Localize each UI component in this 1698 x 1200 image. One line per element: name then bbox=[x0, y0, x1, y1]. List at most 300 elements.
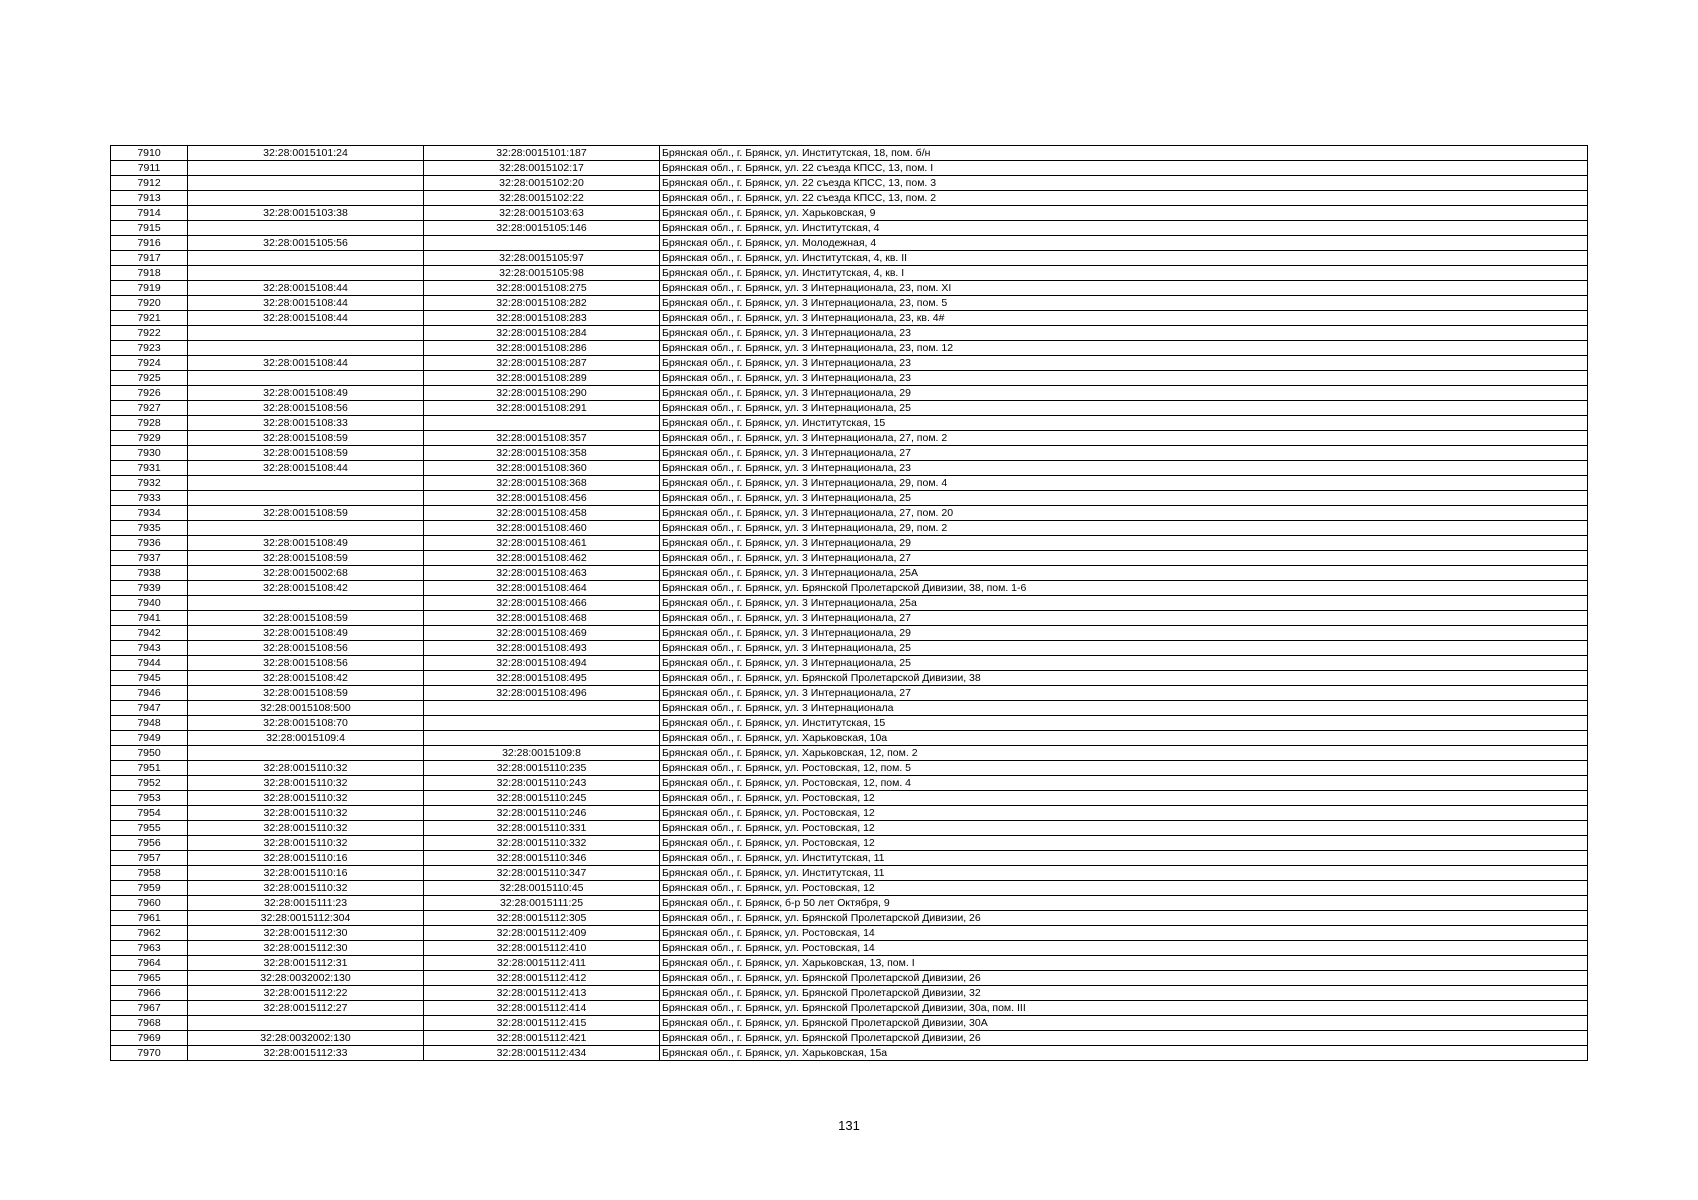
object-number-cell: 32:28:0015108:460 bbox=[424, 521, 660, 536]
object-number-cell: 32:28:0015108:358 bbox=[424, 446, 660, 461]
object-number-cell: 32:28:0015108:458 bbox=[424, 506, 660, 521]
table-row bbox=[111, 551, 1588, 566]
row-number-cell: 7964 bbox=[111, 956, 188, 971]
table-row bbox=[111, 476, 1588, 491]
row-number-cell: 7921 bbox=[111, 311, 188, 326]
address-cell: Брянская обл., г. Брянск, ул. 22 съезда КПСС, 13, пом. I bbox=[660, 161, 1588, 176]
table-row bbox=[111, 971, 1588, 986]
parcel-number-cell: 32:28:0015110:32 bbox=[188, 881, 424, 896]
address-cell: Брянская обл., г. Брянск, ул. 3 Интернационала, 29 bbox=[660, 386, 1588, 401]
table-row bbox=[111, 836, 1588, 851]
row-number-cell: 7966 bbox=[111, 986, 188, 1001]
address-cell: Брянская обл., г. Брянск, ул. 3 Интернационала, 23 bbox=[660, 461, 1588, 476]
row-number-cell: 7933 bbox=[111, 491, 188, 506]
row-number-cell: 7917 bbox=[111, 251, 188, 266]
object-number-cell bbox=[424, 701, 660, 716]
object-number-cell: 32:28:0015102:20 bbox=[424, 176, 660, 191]
parcel-number-cell: 32:28:0015108:500 bbox=[188, 701, 424, 716]
parcel-number-cell bbox=[188, 491, 424, 506]
object-number-cell: 32:28:0015108:282 bbox=[424, 296, 660, 311]
address-cell: Брянская обл., г. Брянск, ул. 3 Интернационала, 27 bbox=[660, 446, 1588, 461]
table-row bbox=[111, 386, 1588, 401]
parcel-number-cell: 32:28:0015108:59 bbox=[188, 446, 424, 461]
parcel-number-cell: 32:28:0015112:30 bbox=[188, 941, 424, 956]
row-number-cell: 7931 bbox=[111, 461, 188, 476]
object-number-cell: 32:28:0015112:411 bbox=[424, 956, 660, 971]
parcel-number-cell: 32:28:0015108:44 bbox=[188, 356, 424, 371]
object-number-cell: 32:28:0015108:469 bbox=[424, 626, 660, 641]
object-number-cell: 32:28:0015108:468 bbox=[424, 611, 660, 626]
address-cell: Брянская обл., г. Брянск, ул. Ростовская, 12 bbox=[660, 791, 1588, 806]
table-row bbox=[111, 626, 1588, 641]
row-number-cell: 7938 bbox=[111, 566, 188, 581]
object-number-cell: 32:28:0015105:146 bbox=[424, 221, 660, 236]
object-number-cell: 32:28:0015108:291 bbox=[424, 401, 660, 416]
address-cell: Брянская обл., г. Брянск, ул. 3 Интернационала, 23, пом. XI bbox=[660, 281, 1588, 296]
registry-table-body bbox=[111, 146, 1588, 1061]
parcel-number-cell: 32:28:0015108:49 bbox=[188, 386, 424, 401]
row-number-cell: 7943 bbox=[111, 641, 188, 656]
address-cell: Брянская обл., г. Брянск, ул. Харьковская, 15а bbox=[660, 1046, 1588, 1061]
row-number-cell: 7957 bbox=[111, 851, 188, 866]
table-row bbox=[111, 446, 1588, 461]
object-number-cell: 32:28:0015108:284 bbox=[424, 326, 660, 341]
parcel-number-cell: 32:28:0015110:32 bbox=[188, 776, 424, 791]
table-row bbox=[111, 641, 1588, 656]
parcel-number-cell: 32:28:0015112:33 bbox=[188, 1046, 424, 1061]
address-cell: Брянская обл., г. Брянск, ул. 22 съезда КПСС, 13, пом. 2 bbox=[660, 191, 1588, 206]
table-row bbox=[111, 401, 1588, 416]
parcel-number-cell: 32:28:0015112:27 bbox=[188, 1001, 424, 1016]
address-cell: Брянская обл., г. Брянск, ул. 3 Интернационала, 23 bbox=[660, 326, 1588, 341]
table-row bbox=[111, 461, 1588, 476]
address-cell: Брянская обл., г. Брянск, ул. Ростовская, 12, пом. 5 bbox=[660, 761, 1588, 776]
row-number-cell: 7915 bbox=[111, 221, 188, 236]
parcel-number-cell bbox=[188, 341, 424, 356]
row-number-cell: 7930 bbox=[111, 446, 188, 461]
parcel-number-cell: 32:28:0015108:44 bbox=[188, 461, 424, 476]
parcel-number-cell: 32:28:0015108:59 bbox=[188, 551, 424, 566]
row-number-cell: 7947 bbox=[111, 701, 188, 716]
table-row bbox=[111, 1046, 1588, 1061]
parcel-number-cell bbox=[188, 476, 424, 491]
address-cell: Брянская обл., г. Брянск, ул. 3 Интернационала, 23, кв. 4# bbox=[660, 311, 1588, 326]
table-row bbox=[111, 926, 1588, 941]
object-number-cell: 32:28:0015108:496 bbox=[424, 686, 660, 701]
table-row bbox=[111, 851, 1588, 866]
parcel-number-cell: 32:28:0015108:59 bbox=[188, 431, 424, 446]
object-number-cell: 32:28:0015110:246 bbox=[424, 806, 660, 821]
address-cell: Брянская обл., г. Брянск, ул. Брянской Пролетарской Дивизии, 38, пом. 1-6 bbox=[660, 581, 1588, 596]
row-number-cell: 7968 bbox=[111, 1016, 188, 1031]
address-cell: Брянская обл., г. Брянск, ул. 3 Интернационала, 25А bbox=[660, 566, 1588, 581]
address-cell: Брянская обл., г. Брянск, ул. 3 Интернационала, 27 bbox=[660, 551, 1588, 566]
object-number-cell: 32:28:0015102:17 bbox=[424, 161, 660, 176]
address-cell: Брянская обл., г. Брянск, ул. 3 Интернационала, 23 bbox=[660, 371, 1588, 386]
object-number-cell: 32:28:0015112:410 bbox=[424, 941, 660, 956]
address-cell: Брянская обл., г. Брянск, ул. Брянской Пролетарской Дивизии, 30а, пом. III bbox=[660, 1001, 1588, 1016]
address-cell: Брянская обл., г. Брянск, ул. 3 Интернационала, 27 bbox=[660, 611, 1588, 626]
row-number-cell: 7937 bbox=[111, 551, 188, 566]
row-number-cell: 7910 bbox=[111, 146, 188, 161]
parcel-number-cell: 32:28:0015112:304 bbox=[188, 911, 424, 926]
table-row bbox=[111, 821, 1588, 836]
object-number-cell bbox=[424, 416, 660, 431]
object-number-cell: 32:28:0015108:463 bbox=[424, 566, 660, 581]
address-cell: Брянская обл., г. Брянск, ул. Брянской Пролетарской Дивизии, 26 bbox=[660, 1031, 1588, 1046]
row-number-cell: 7912 bbox=[111, 176, 188, 191]
address-cell: Брянская обл., г. Брянск, ул. Институтская, 4, кв. II bbox=[660, 251, 1588, 266]
table-row bbox=[111, 881, 1588, 896]
address-cell: Брянская обл., г. Брянск, ул. 3 Интернационала, 29 bbox=[660, 626, 1588, 641]
table-row bbox=[111, 701, 1588, 716]
parcel-number-cell: 32:28:0015111:23 bbox=[188, 896, 424, 911]
row-number-cell: 7961 bbox=[111, 911, 188, 926]
table-row bbox=[111, 776, 1588, 791]
address-cell: Брянская обл., г. Брянск, ул. Харьковская, 10а bbox=[660, 731, 1588, 746]
table-row bbox=[111, 371, 1588, 386]
address-cell: Брянская обл., г. Брянск, ул. 3 Интернационала, 25 bbox=[660, 641, 1588, 656]
table-row bbox=[111, 266, 1588, 281]
object-number-cell: 32:28:0015108:357 bbox=[424, 431, 660, 446]
object-number-cell: 32:28:0015112:305 bbox=[424, 911, 660, 926]
address-cell: Брянская обл., г. Брянск, ул. 3 Интернационала, 27 bbox=[660, 686, 1588, 701]
row-number-cell: 7958 bbox=[111, 866, 188, 881]
object-number-cell bbox=[424, 716, 660, 731]
object-number-cell: 32:28:0015108:495 bbox=[424, 671, 660, 686]
parcel-number-cell: 32:28:0015108:49 bbox=[188, 536, 424, 551]
row-number-cell: 7932 bbox=[111, 476, 188, 491]
table-row bbox=[111, 806, 1588, 821]
parcel-number-cell: 32:28:0015110:32 bbox=[188, 761, 424, 776]
address-cell: Брянская обл., г. Брянск, ул. Ростовская, 14 bbox=[660, 926, 1588, 941]
parcel-number-cell: 32:28:0015108:42 bbox=[188, 581, 424, 596]
row-number-cell: 7962 bbox=[111, 926, 188, 941]
object-number-cell: 32:28:0015108:494 bbox=[424, 656, 660, 671]
table-row bbox=[111, 731, 1588, 746]
table-row bbox=[111, 911, 1588, 926]
row-number-cell: 7940 bbox=[111, 596, 188, 611]
table-row bbox=[111, 356, 1588, 371]
parcel-number-cell bbox=[188, 1016, 424, 1031]
row-number-cell: 7934 bbox=[111, 506, 188, 521]
object-number-cell: 32:28:0015108:289 bbox=[424, 371, 660, 386]
row-number-cell: 7927 bbox=[111, 401, 188, 416]
address-cell: Брянская обл., г. Брянск, ул. Ростовская, 12 bbox=[660, 806, 1588, 821]
address-cell: Брянская обл., г. Брянск, ул. 3 Интернационала, 25 bbox=[660, 491, 1588, 506]
parcel-number-cell: 32:28:0015110:16 bbox=[188, 851, 424, 866]
row-number-cell: 7919 bbox=[111, 281, 188, 296]
table-row bbox=[111, 656, 1588, 671]
object-number-cell: 32:28:0015101:187 bbox=[424, 146, 660, 161]
object-number-cell: 32:28:0015105:97 bbox=[424, 251, 660, 266]
object-number-cell: 32:28:0015110:235 bbox=[424, 761, 660, 776]
address-cell: Брянская обл., г. Брянск, б-р 50 лет Октября, 9 bbox=[660, 896, 1588, 911]
address-cell: Брянская обл., г. Брянск, ул. Институтская, 15 bbox=[660, 416, 1588, 431]
table-row bbox=[111, 506, 1588, 521]
object-number-cell: 32:28:0015111:25 bbox=[424, 896, 660, 911]
parcel-number-cell bbox=[188, 176, 424, 191]
object-number-cell: 32:28:0015102:22 bbox=[424, 191, 660, 206]
table-row bbox=[111, 176, 1588, 191]
table-row bbox=[111, 746, 1588, 761]
row-number-cell: 7953 bbox=[111, 791, 188, 806]
row-number-cell: 7963 bbox=[111, 941, 188, 956]
row-number-cell: 7928 bbox=[111, 416, 188, 431]
address-cell: Брянская обл., г. Брянск, ул. 3 Интернационала, 23, пом. 12 bbox=[660, 341, 1588, 356]
parcel-number-cell: 32:28:0032002:130 bbox=[188, 971, 424, 986]
address-cell: Брянская обл., г. Брянск, ул. 3 Интернационала, 29, пом. 4 bbox=[660, 476, 1588, 491]
table-row bbox=[111, 896, 1588, 911]
row-number-cell: 7955 bbox=[111, 821, 188, 836]
address-cell: Брянская обл., г. Брянск, ул. Ростовская, 12 bbox=[660, 821, 1588, 836]
parcel-number-cell: 32:28:0015108:56 bbox=[188, 401, 424, 416]
parcel-number-cell: 32:28:0015108:56 bbox=[188, 641, 424, 656]
table-row bbox=[111, 581, 1588, 596]
table-row bbox=[111, 1016, 1588, 1031]
row-number-cell: 7935 bbox=[111, 521, 188, 536]
parcel-number-cell: 32:28:0015112:31 bbox=[188, 956, 424, 971]
parcel-number-cell: 32:28:0015101:24 bbox=[188, 146, 424, 161]
table-row bbox=[111, 416, 1588, 431]
object-number-cell: 32:28:0015110:331 bbox=[424, 821, 660, 836]
object-number-cell bbox=[424, 236, 660, 251]
row-number-cell: 7929 bbox=[111, 431, 188, 446]
row-number-cell: 7924 bbox=[111, 356, 188, 371]
object-number-cell: 32:28:0015108:275 bbox=[424, 281, 660, 296]
object-number-cell: 32:28:0015110:346 bbox=[424, 851, 660, 866]
parcel-number-cell: 32:28:0015112:30 bbox=[188, 926, 424, 941]
object-number-cell: 32:28:0015108:283 bbox=[424, 311, 660, 326]
object-number-cell: 32:28:0015110:332 bbox=[424, 836, 660, 851]
object-number-cell: 32:28:0015108:461 bbox=[424, 536, 660, 551]
address-cell: Брянская обл., г. Брянск, ул. Ростовская, 12, пом. 4 bbox=[660, 776, 1588, 791]
parcel-number-cell: 32:28:0015105:56 bbox=[188, 236, 424, 251]
object-number-cell: 32:28:0015110:45 bbox=[424, 881, 660, 896]
row-number-cell: 7951 bbox=[111, 761, 188, 776]
row-number-cell: 7926 bbox=[111, 386, 188, 401]
object-number-cell: 32:28:0015108:290 bbox=[424, 386, 660, 401]
row-number-cell: 7952 bbox=[111, 776, 188, 791]
parcel-number-cell: 32:28:0015108:56 bbox=[188, 656, 424, 671]
table-row bbox=[111, 866, 1588, 881]
address-cell: Брянская обл., г. Брянск, ул. 3 Интернационала, 29, пом. 2 bbox=[660, 521, 1588, 536]
row-number-cell: 7944 bbox=[111, 656, 188, 671]
row-number-cell: 7913 bbox=[111, 191, 188, 206]
parcel-number-cell: 32:28:0015108:44 bbox=[188, 311, 424, 326]
address-cell: Брянская обл., г. Брянск, ул. Ростовская, 12 bbox=[660, 836, 1588, 851]
parcel-number-cell: 32:28:0015108:59 bbox=[188, 686, 424, 701]
table-row bbox=[111, 956, 1588, 971]
row-number-cell: 7911 bbox=[111, 161, 188, 176]
parcel-number-cell: 32:28:0015002:68 bbox=[188, 566, 424, 581]
table-row bbox=[111, 521, 1588, 536]
row-number-cell: 7916 bbox=[111, 236, 188, 251]
row-number-cell: 7959 bbox=[111, 881, 188, 896]
parcel-number-cell: 32:28:0015108:70 bbox=[188, 716, 424, 731]
row-number-cell: 7922 bbox=[111, 326, 188, 341]
object-number-cell: 32:28:0015108:466 bbox=[424, 596, 660, 611]
object-number-cell: 32:28:0015112:414 bbox=[424, 1001, 660, 1016]
row-number-cell: 7914 bbox=[111, 206, 188, 221]
address-cell: Брянская обл., г. Брянск, ул. 3 Интернационала, 25а bbox=[660, 596, 1588, 611]
table-row bbox=[111, 191, 1588, 206]
object-number-cell: 32:28:0015108:464 bbox=[424, 581, 660, 596]
table-row bbox=[111, 716, 1588, 731]
table-row bbox=[111, 296, 1588, 311]
object-number-cell: 32:28:0015110:245 bbox=[424, 791, 660, 806]
address-cell: Брянская обл., г. Брянск, ул. 3 Интернационала, 25 bbox=[660, 401, 1588, 416]
parcel-number-cell bbox=[188, 596, 424, 611]
table-row bbox=[111, 206, 1588, 221]
row-number-cell: 7960 bbox=[111, 896, 188, 911]
table-row bbox=[111, 671, 1588, 686]
table-row bbox=[111, 326, 1588, 341]
address-cell: Брянская обл., г. Брянск, ул. Брянской Пролетарской Дивизии, 32 bbox=[660, 986, 1588, 1001]
table-row bbox=[111, 611, 1588, 626]
table-row bbox=[111, 791, 1588, 806]
table-row bbox=[111, 236, 1588, 251]
table-row bbox=[111, 536, 1588, 551]
parcel-number-cell: 32:28:0032002:130 bbox=[188, 1031, 424, 1046]
address-cell: Брянская обл., г. Брянск, ул. Брянской Пролетарской Дивизии, 26 bbox=[660, 911, 1588, 926]
row-number-cell: 7939 bbox=[111, 581, 188, 596]
object-number-cell: 32:28:0015112:409 bbox=[424, 926, 660, 941]
parcel-number-cell bbox=[188, 326, 424, 341]
parcel-number-cell bbox=[188, 161, 424, 176]
object-number-cell: 32:28:0015112:412 bbox=[424, 971, 660, 986]
row-number-cell: 7936 bbox=[111, 536, 188, 551]
parcel-number-cell bbox=[188, 521, 424, 536]
address-cell: Брянская обл., г. Брянск, ул. 3 Интернационала, 23, пом. 5 bbox=[660, 296, 1588, 311]
parcel-number-cell: 32:28:0015108:59 bbox=[188, 611, 424, 626]
object-number-cell bbox=[424, 731, 660, 746]
table-row bbox=[111, 251, 1588, 266]
registry-table bbox=[110, 145, 1588, 1061]
parcel-number-cell bbox=[188, 251, 424, 266]
table-row bbox=[111, 986, 1588, 1001]
table-row bbox=[111, 596, 1588, 611]
parcel-number-cell: 32:28:0015110:32 bbox=[188, 821, 424, 836]
row-number-cell: 7970 bbox=[111, 1046, 188, 1061]
object-number-cell: 32:28:0015105:98 bbox=[424, 266, 660, 281]
row-number-cell: 7923 bbox=[111, 341, 188, 356]
object-number-cell: 32:28:0015108:368 bbox=[424, 476, 660, 491]
row-number-cell: 7945 bbox=[111, 671, 188, 686]
address-cell: Брянская обл., г. Брянск, ул. 3 Интернационала, 27, пом. 2 bbox=[660, 431, 1588, 446]
address-cell: Брянская обл., г. Брянск, ул. Институтская, 11 bbox=[660, 851, 1588, 866]
parcel-number-cell: 32:28:0015112:22 bbox=[188, 986, 424, 1001]
address-cell: Брянская обл., г. Брянск, ул. Харьковская, 12, пом. 2 bbox=[660, 746, 1588, 761]
parcel-number-cell: 32:28:0015108:44 bbox=[188, 281, 424, 296]
parcel-number-cell: 32:28:0015103:38 bbox=[188, 206, 424, 221]
parcel-number-cell: 32:28:0015110:32 bbox=[188, 836, 424, 851]
table-row bbox=[111, 761, 1588, 776]
parcel-number-cell: 32:28:0015108:44 bbox=[188, 296, 424, 311]
object-number-cell: 32:28:0015103:63 bbox=[424, 206, 660, 221]
table-row bbox=[111, 431, 1588, 446]
address-cell: Брянская обл., г. Брянск, ул. 3 Интернационала, 27, пом. 20 bbox=[660, 506, 1588, 521]
parcel-number-cell: 32:28:0015108:33 bbox=[188, 416, 424, 431]
table-row bbox=[111, 491, 1588, 506]
parcel-number-cell: 32:28:0015110:32 bbox=[188, 806, 424, 821]
table-row bbox=[111, 341, 1588, 356]
row-number-cell: 7946 bbox=[111, 686, 188, 701]
address-cell: Брянская обл., г. Брянск, ул. Ростовская, 14 bbox=[660, 941, 1588, 956]
address-cell: Брянская обл., г. Брянск, ул. Институтская, 18, пом. б/н bbox=[660, 146, 1588, 161]
object-number-cell: 32:28:0015108:462 bbox=[424, 551, 660, 566]
row-number-cell: 7967 bbox=[111, 1001, 188, 1016]
row-number-cell: 7918 bbox=[111, 266, 188, 281]
parcel-number-cell: 32:28:0015108:42 bbox=[188, 671, 424, 686]
row-number-cell: 7949 bbox=[111, 731, 188, 746]
parcel-number-cell: 32:28:0015110:16 bbox=[188, 866, 424, 881]
address-cell: Брянская обл., г. Брянск, ул. Институтская, 11 bbox=[660, 866, 1588, 881]
object-number-cell: 32:28:0015108:286 bbox=[424, 341, 660, 356]
object-number-cell: 32:28:0015109:8 bbox=[424, 746, 660, 761]
parcel-number-cell bbox=[188, 221, 424, 236]
table-row bbox=[111, 686, 1588, 701]
table-row bbox=[111, 311, 1588, 326]
table-row bbox=[111, 1001, 1588, 1016]
address-cell: Брянская обл., г. Брянск, ул. Харьковская, 9 bbox=[660, 206, 1588, 221]
table-row bbox=[111, 941, 1588, 956]
address-cell: Брянская обл., г. Брянск, ул. Институтская, 4, кв. I bbox=[660, 266, 1588, 281]
row-number-cell: 7965 bbox=[111, 971, 188, 986]
address-cell: Брянская обл., г. Брянск, ул. Брянской Пролетарской Дивизии, 26 bbox=[660, 971, 1588, 986]
table-row bbox=[111, 566, 1588, 581]
object-number-cell: 32:28:0015112:434 bbox=[424, 1046, 660, 1061]
row-number-cell: 7950 bbox=[111, 746, 188, 761]
object-number-cell: 32:28:0015110:347 bbox=[424, 866, 660, 881]
address-cell: Брянская обл., г. Брянск, ул. Молодежная, 4 bbox=[660, 236, 1588, 251]
parcel-number-cell bbox=[188, 746, 424, 761]
object-number-cell: 32:28:0015112:421 bbox=[424, 1031, 660, 1046]
object-number-cell: 32:28:0015112:413 bbox=[424, 986, 660, 1001]
table-row bbox=[111, 161, 1588, 176]
table-row bbox=[111, 221, 1588, 236]
page-number: 131 bbox=[838, 1118, 860, 1133]
table-row bbox=[111, 281, 1588, 296]
address-cell: Брянская обл., г. Брянск, ул. Институтская, 15 bbox=[660, 716, 1588, 731]
row-number-cell: 7956 bbox=[111, 836, 188, 851]
object-number-cell: 32:28:0015108:493 bbox=[424, 641, 660, 656]
parcel-number-cell: 32:28:0015108:59 bbox=[188, 506, 424, 521]
row-number-cell: 7969 bbox=[111, 1031, 188, 1046]
parcel-number-cell bbox=[188, 191, 424, 206]
object-number-cell: 32:28:0015108:360 bbox=[424, 461, 660, 476]
address-cell: Брянская обл., г. Брянск, ул. Брянской Пролетарской Дивизии, 30А bbox=[660, 1016, 1588, 1031]
object-number-cell: 32:28:0015110:243 bbox=[424, 776, 660, 791]
table-row bbox=[111, 146, 1588, 161]
address-cell: Брянская обл., г. Брянск, ул. 3 Интернационала bbox=[660, 701, 1588, 716]
row-number-cell: 7941 bbox=[111, 611, 188, 626]
row-number-cell: 7942 bbox=[111, 626, 188, 641]
address-cell: Брянская обл., г. Брянск, ул. 22 съезда КПСС, 13, пом. 3 bbox=[660, 176, 1588, 191]
parcel-number-cell bbox=[188, 371, 424, 386]
address-cell: Брянская обл., г. Брянск, ул. Ростовская, 12 bbox=[660, 881, 1588, 896]
address-cell: Брянская обл., г. Брянск, ул. 3 Интернационала, 25 bbox=[660, 656, 1588, 671]
object-number-cell: 32:28:0015112:415 bbox=[424, 1016, 660, 1031]
row-number-cell: 7948 bbox=[111, 716, 188, 731]
row-number-cell: 7925 bbox=[111, 371, 188, 386]
object-number-cell: 32:28:0015108:456 bbox=[424, 491, 660, 506]
row-number-cell: 7954 bbox=[111, 806, 188, 821]
address-cell: Брянская обл., г. Брянск, ул. Харьковская, 13, пом. I bbox=[660, 956, 1588, 971]
parcel-number-cell: 32:28:0015109:4 bbox=[188, 731, 424, 746]
table-row bbox=[111, 1031, 1588, 1046]
row-number-cell: 7920 bbox=[111, 296, 188, 311]
